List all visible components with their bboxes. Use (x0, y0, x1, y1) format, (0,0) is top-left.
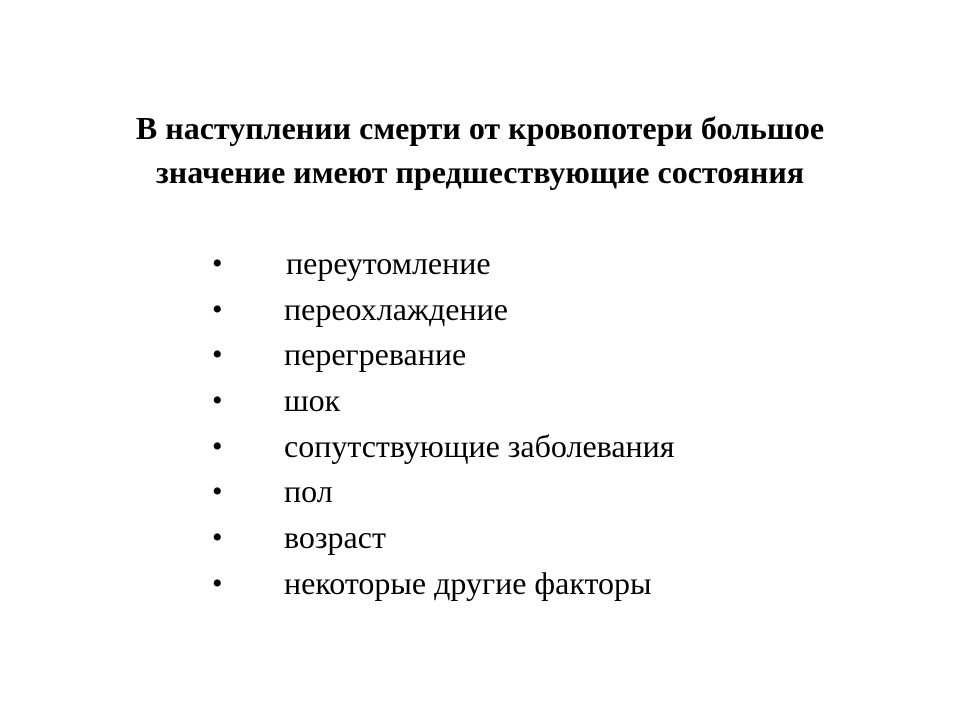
slide-title-line-1: В наступлении смерти от кровопотери большое (135, 110, 825, 146)
bullet-icon: • (212, 247, 223, 280)
list-item-text: переохлаждение (284, 290, 508, 327)
bullet-icon: • (212, 292, 223, 326)
bullet-icon: • (212, 475, 223, 509)
slide-title (60, 106, 900, 194)
bullet-icon: • (212, 429, 223, 463)
list-item-text: возраст (284, 519, 386, 556)
list-item-text: некоторые другие факторы (284, 564, 652, 601)
slide-title-line-2: значение имеют предшествующие состояния (155, 154, 805, 190)
list-item-text: сопутствующие заболевания (284, 427, 675, 464)
list-item-text: пол (284, 473, 333, 510)
bullet-icon: • (212, 566, 223, 600)
list-item-text: переутомление (286, 245, 491, 281)
bullet-icon: • (212, 338, 223, 372)
list-item-text: перегревание (284, 336, 467, 373)
bullet-icon: • (212, 521, 223, 555)
list-item-text: шок (284, 382, 341, 419)
bullet-icon: • (212, 384, 223, 418)
